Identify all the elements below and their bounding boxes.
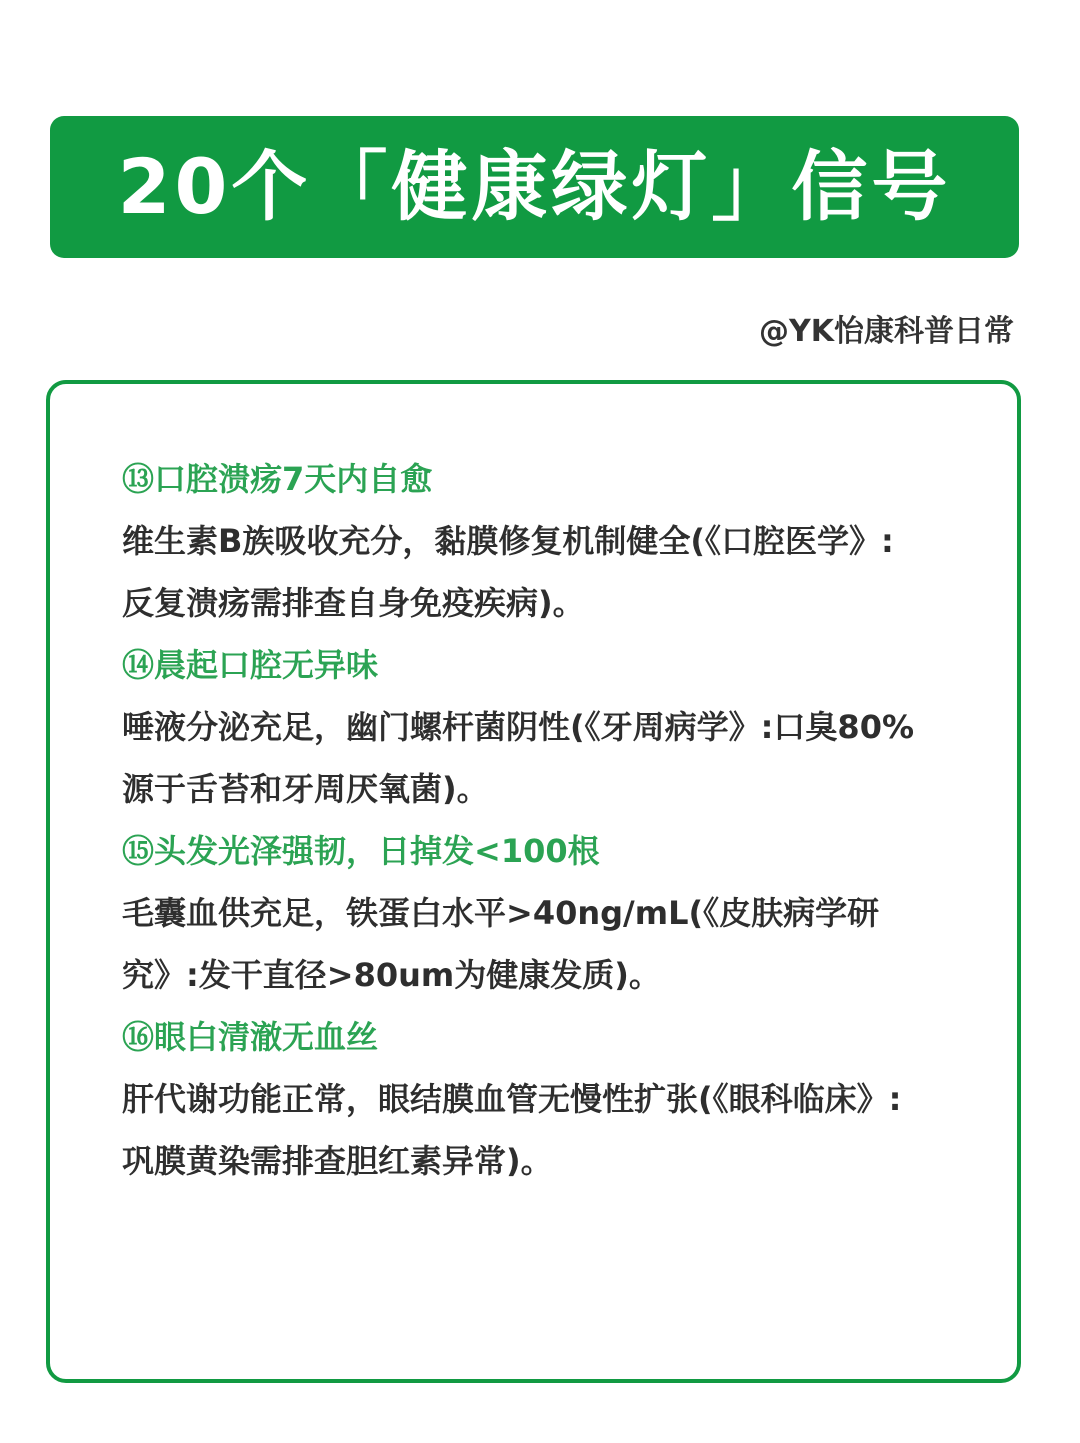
title-banner	[50, 116, 1019, 258]
item-body-line: 毛囊血供充足，铁蛋白水平>40ng/mL(《皮肤病学研	[122, 894, 880, 932]
list-item	[122, 820, 982, 1006]
author-handle: @YK怡康科普日常	[759, 314, 1014, 349]
page-title: 20个「健康绿灯」信号	[117, 142, 952, 231]
item-body-line: 究》:发干直径>80um为健康发质)。	[122, 956, 661, 994]
item-body-line: 维生素B族吸收充分，黏膜修复机制健全(《口腔医学》:	[122, 522, 894, 560]
item-heading: ⑯眼白清澈无血丝	[122, 1018, 379, 1056]
health-signal-list	[122, 448, 982, 1192]
item-body-line: 肝代谢功能正常，眼结膜血管无慢性扩张(《眼科临床》:	[122, 1080, 902, 1118]
item-heading: ⑬口腔溃疡7天内自愈	[122, 460, 433, 498]
item-body-line: 巩膜黄染需排查胆红素异常)。	[122, 1142, 553, 1180]
item-body-line: 源于舌苔和牙周厌氧菌)。	[122, 770, 489, 808]
list-item	[122, 1006, 982, 1192]
content-card	[46, 380, 1021, 1383]
list-item	[122, 448, 982, 634]
item-body-line: 反复溃疡需排查自身免疫疾病)。	[122, 584, 585, 622]
item-heading: ⑭晨起口腔无异味	[122, 646, 379, 684]
list-item	[122, 634, 982, 820]
item-heading: ⑮头发光泽强韧，日掉发<100根	[122, 832, 600, 870]
item-body-line: 唾液分泌充足，幽门螺杆菌阴性(《牙周病学》:口臭80%	[122, 708, 915, 746]
